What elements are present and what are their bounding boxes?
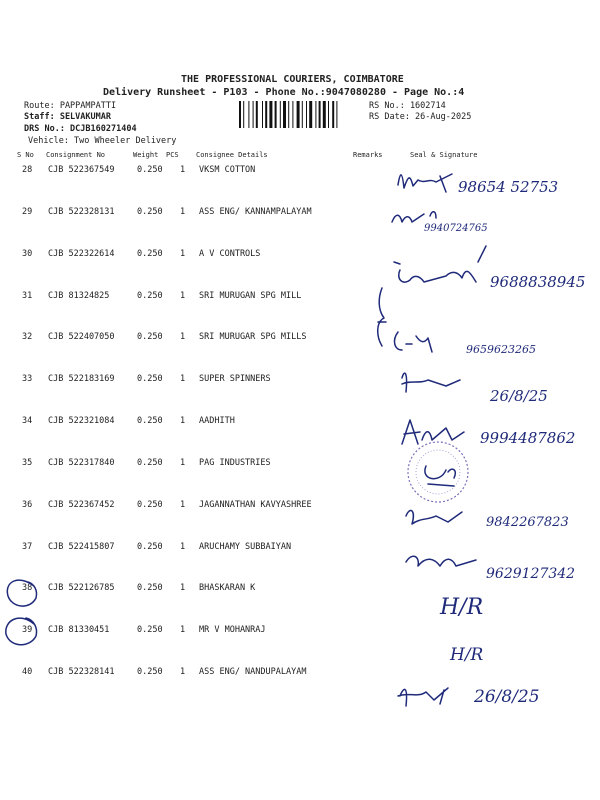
col-pcs: PCS	[166, 151, 179, 159]
cell-sno: 32	[22, 332, 33, 343]
cell-consignment: CJB 522415807	[48, 541, 115, 552]
cell-consignment: CJB 522328141	[48, 667, 115, 677]
cell-sno: 38	[22, 583, 33, 594]
col-weight: Weight	[133, 151, 159, 159]
signature-mark	[402, 373, 460, 392]
handwritten-phone: 9659623265	[466, 343, 536, 356]
cell-consignment: CJB 522328131	[48, 206, 115, 217]
cell-consignment: CJB 522367549	[48, 165, 115, 175]
cell-sno: 40	[22, 667, 33, 677]
cell-consignee: SRI MURUGAN SPG MILL	[199, 290, 302, 301]
col-sno: S No	[17, 151, 34, 159]
cell-pcs: 1	[180, 457, 186, 468]
cell-pcs: 1	[180, 416, 186, 426]
cell-pcs: 1	[180, 541, 186, 552]
cell-sno: 39	[22, 625, 33, 636]
cell-consignee: ASS ENG/ KANNAMPALAYAM	[199, 206, 312, 217]
handwritten-phone: 9688838945	[490, 273, 586, 291]
signature-mark	[406, 510, 462, 524]
cell-sno: 37	[22, 541, 33, 552]
rs-date: RS Date: 26-Aug-2025	[369, 112, 472, 122]
cell-consignment: CJB 522126785	[48, 583, 115, 594]
cell-pcs: 1	[180, 206, 186, 217]
handwritten-date: 26/8/25	[474, 687, 540, 707]
cell-consignee: VKSM COTTON	[199, 165, 256, 175]
handwritten-phone: 9940724765	[424, 223, 488, 234]
cell-consignee: SRI MURUGAR SPG MILLS	[199, 332, 307, 343]
rs-number: RS No.: 1602714	[369, 101, 446, 111]
cell-consignee: PAG INDUSTRIES	[199, 457, 271, 468]
cell-sno: 36	[22, 499, 33, 510]
cell-consignment: CJB 522317840	[48, 457, 115, 468]
col-consignee: Consignee Details	[196, 151, 268, 159]
cell-consignment: CJB 81324825	[48, 290, 110, 301]
cell-weight: 0.250	[137, 165, 163, 175]
handwritten-phone: 9629127342	[486, 566, 576, 582]
cell-weight: 0.250	[137, 332, 163, 343]
route-label: Route: PAPPAMPATTI	[24, 101, 117, 111]
cell-consignment: CJB 522367452	[48, 499, 115, 510]
handwritten-phone: 98654 52753	[458, 178, 559, 196]
cell-pcs: 1	[180, 374, 186, 385]
handwritten-remark: H/R	[450, 645, 484, 665]
cell-weight: 0.250	[137, 248, 163, 259]
cell-weight: 0.250	[137, 457, 163, 468]
cell-consignee: SUPER SPINNERS	[199, 374, 271, 385]
cell-consignment: CJB 522322614	[48, 248, 115, 259]
signature-mark	[398, 688, 448, 706]
cell-weight: 0.250	[137, 290, 163, 301]
cell-weight: 0.250	[137, 416, 163, 426]
cell-consignee: BHASKARAN K	[199, 583, 256, 594]
cell-weight: 0.250	[137, 374, 163, 385]
cell-consignee: ARUCHAMY SUBBAIYAN	[199, 541, 292, 552]
cell-sno: 29	[22, 206, 33, 217]
cell-pcs: 1	[180, 499, 186, 510]
signature-mark	[402, 420, 464, 444]
cell-sno: 34	[22, 416, 33, 426]
handwritten-phone: 9994487862	[480, 429, 576, 447]
cell-consignment: CJB 522321084	[48, 416, 115, 426]
col-remarks: Remarks	[353, 151, 383, 159]
cell-pcs: 1	[180, 667, 186, 677]
cell-consignee: JAGANNATHAN KAVYASHREE	[199, 499, 312, 510]
cell-weight: 0.250	[137, 499, 163, 510]
cell-consignee: MR V MOHANRAJ	[199, 625, 266, 636]
signature-mark	[406, 556, 476, 566]
signature-mark	[398, 174, 452, 192]
handwritten-phone: 9842267823	[486, 515, 569, 530]
cell-weight: 0.250	[137, 625, 163, 636]
bracket-mark	[378, 288, 386, 346]
staff-label: Staff: SELVAKUMAR	[24, 112, 111, 122]
cell-consignee: A V CONTROLS	[199, 248, 261, 259]
cell-sno: 35	[22, 457, 33, 468]
cell-weight: 0.250	[137, 667, 163, 677]
cell-pcs: 1	[180, 165, 186, 175]
cell-pcs: 1	[180, 625, 186, 636]
check-mark	[478, 246, 486, 262]
vehicle-label: Vehicle: Two Wheeler Delivery	[28, 136, 177, 146]
drs-number: DRS No.: DCJB160271404	[24, 124, 137, 134]
seal-stamp	[408, 442, 468, 502]
signature-mark	[394, 262, 476, 282]
cell-consignment: CJB 81330451	[48, 625, 110, 636]
col-seal-signature: Seal & Signature	[410, 151, 478, 159]
page-title: THE PROFESSIONAL COURIERS, COIMBATORE	[181, 74, 404, 85]
handwritten-remark: H/R	[440, 595, 484, 620]
cell-sno: 31	[22, 290, 33, 301]
handwritten-date: 26/8/25	[490, 387, 548, 405]
cell-weight: 0.250	[137, 206, 163, 217]
cell-weight: 0.250	[137, 541, 163, 552]
cell-pcs: 1	[180, 290, 186, 301]
cell-sno: 30	[22, 248, 33, 259]
signature-mark	[392, 212, 436, 222]
cell-consignee: ASS ENG/ NANDUPALAYAM	[199, 667, 307, 677]
cell-weight: 0.250	[137, 583, 163, 594]
cell-pcs: 1	[180, 332, 186, 343]
barcode	[239, 101, 365, 128]
cell-consignment: CJB 522183169	[48, 374, 115, 385]
cell-sno: 33	[22, 374, 33, 385]
cell-pcs: 1	[180, 248, 186, 259]
cell-pcs: 1	[180, 583, 186, 594]
runsheet-subtitle: Delivery Runsheet - P103 - Phone No.:9047080280 - Page No.:4	[103, 87, 465, 98]
col-consignment: Consignment No	[46, 151, 106, 159]
cell-consignment: CJB 522407050	[48, 332, 115, 343]
cell-consignee: AADHITH	[199, 416, 235, 426]
signature-mark	[395, 332, 432, 352]
cell-sno: 28	[22, 165, 33, 175]
